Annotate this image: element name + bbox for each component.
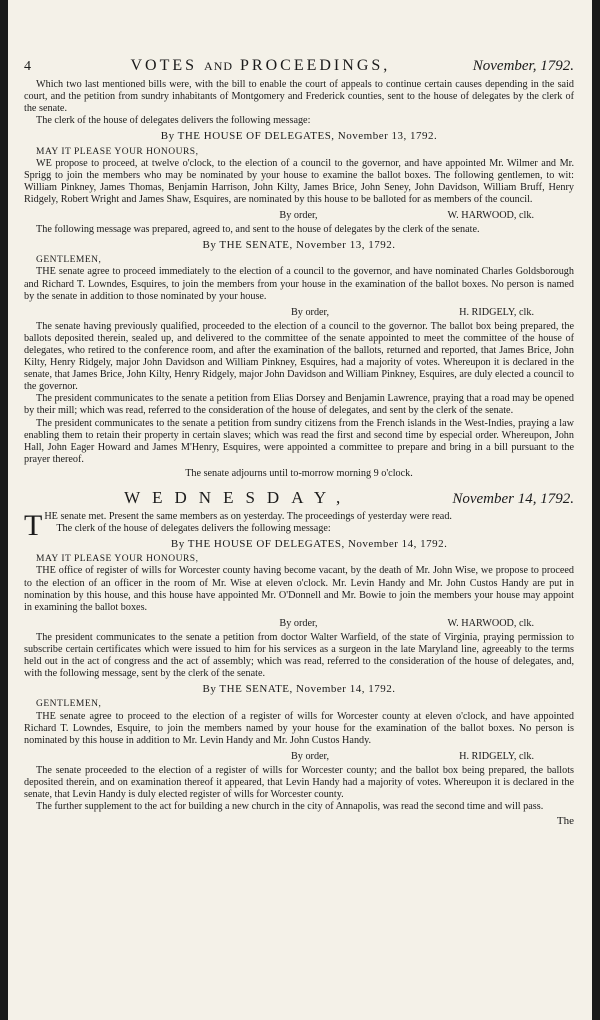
running-title-proceedings: PROCEEDINGS, [240,57,391,74]
running-head [24,57,574,74]
message-heading: By THE HOUSE OF DELEGATES, November 14, 1792. [170,538,448,551]
paragraph: The following message was prepared, agreed to, and sent to the house of delegates by the clerk of the senate. [36,224,480,236]
day-date: November 14, 1792. [452,491,574,507]
by-order: By order, [291,750,330,762]
message-heading: By THE HOUSE OF DELEGATES, November 13, 1792. [160,130,438,143]
day-name: WEDNESDAY, [124,488,353,507]
opening-text: HE senate met. Present the same members as on yesterday. The proceedings of yesterday were read. [44,511,452,523]
paragraph: WE propose to proceed, at twelve o'clock, to the election of a council to the governor, and have appointed Mr. Wilmer and Mr. Sprigg to join the members who may be nominated by your house to examine the ballot boxes. The following gentlemen, to wit: William Pinkney, James Thomas, Benjamin Harrison, John Kilty, James Brice, John Seney, John Davidson, William Bruff, Henry Ridgely, Robert Wright and James Shaw, Esquires, are nominated by this house to be balloted for as members of the council. [24,157,574,205]
running-title [48,57,473,74]
message-heading: By THE SENATE, November 14, 1792. [202,683,396,696]
paragraph: The president communicates to the senate a petition from sundry citizens from the French islands in the West-Indies, praying a law enabling them to retain their property in certain slaves; which was read the first and second time by especial order. Whereupon, John Hall, John Eager Howard and James M'Henry, Esquires, were appointed a committee to prepare and bring in a bill pursuant to the prayer thereof. [24,417,574,465]
clerk-name: W. HARWOOD, clk. [447,617,534,629]
running-title-votes: VOTES [130,57,198,74]
paragraph: The further supplement to the act for building a new church in the city of Annapolis, was read the second time and will pass. [36,801,544,813]
paragraph: The clerk of the house of delegates delivers the following message: [36,115,311,127]
paragraph: THE senate agree to proceed immediately to the election of a council to the governor, and have nominated Charles Goldsborough and Richard T. Lowndes, Esquires, to join the members from your house in the examination of the ballot boxes. No person is named by the senate in addition to those nominated by your house. [24,266,574,302]
drop-cap: T [24,509,43,543]
signature-block [24,210,534,222]
paragraph: THE office of register of wills for Worcester county having become vacant, by the death of Mr. John Wise, we propose to proceed to the election of an officer in the room of Mr. Wise at eleven o'clock. Mr. Levin Handy and Mr. John Custos Handy are put in nomination by this house, and this house have appointed Mr. O'Donnell and Mr. Bowie to join the members your house may appoint in examining the ballot boxes. [24,565,574,613]
by-order: By order, [291,306,330,318]
running-date: November, 1792. [472,58,574,74]
salutation: GENTLEMEN, [36,255,102,266]
by-order: By order, [279,617,318,629]
document-page [8,0,592,1020]
clerk-name: H. RIDGELY, clk. [459,750,534,762]
paragraph: The clerk of the house of delegates delivers the following message: [56,523,331,535]
page-number: 4 [24,59,31,74]
paragraph: THE senate agree to proceed to the election of a register of wills for Worcester county at eleven o'clock, and have appointed Richard T. Lowndes, Esquire, to join the members named by your house for the examination of the ballot boxes. No person is nominated by this house in addition to Mr. Levin Handy and Mr. John Custos Handy. [24,710,574,746]
signature-block [24,751,534,763]
signature-block [24,618,534,630]
paragraph: The senate proceeded to the election of a register of wills for Worcester county; and the ballot box being prepared, the ballots deposited therein, and on examination thereof it appeared, that Levin Handy had a majority of votes. Whereupon it is declared in the senate, that Levin Handy is duly elected register of wills for Worcester county. [24,764,574,801]
salutation: MAY IT PLEASE YOUR HONOURS, [36,554,199,565]
adjournment-line: The senate adjourns until to-morrow morning 9 o'clock. [185,467,413,479]
paragraph: The senate having previously qualified, proceeded to the election of a council to the governor. The ballot box being prepared, the ballots deposited therein, sealed up, and delivered to the committee of the senate appointed to meet the committee of the house of delegates, who retired to the conference room, and after the examination of the ballots, returned and reported, that James Brice, John Kilty, Henry Ridgely, major John Davidson and William Pinkney, Esquires, had a majority of votes. Whereupon it is declared in the senate, that James Brice, John Kilty, Henry Ridgely, major John Davidson and William Pinkney, Esquires, are duly elected a council to the governor. [24,320,574,393]
catchword: The [556,815,574,828]
day-heading [24,488,574,507]
message-heading: By THE SENATE, November 13, 1792. [202,239,396,252]
signature-block [24,307,534,319]
paragraph: Which two last mentioned bills were, with the bill to enable the court of appeals to continue certain causes depending in the said court, and the petition from sundry inhabitants of Montgomery and Frederick counties, sent to the house of delegates by the clerk of the senate. [24,79,574,115]
paragraph: The president communicates to the senate a petition from doctor Walter Warfield, of the state of Virginia, praying permission to subscribe certain certificates which were issued to him for his services as a surgeon in the late Maryland line, agreeably to the terms held out in the act of congress and the act of assembly; which was read, referred to the consideration of the house of delegates, and, with the following message, sent by the clerk of the senate. [24,631,574,680]
by-order: By order, [279,210,318,222]
salutation: GENTLEMEN, [36,699,102,710]
salutation: MAY IT PLEASE YOUR HONOURS, [36,146,199,157]
paragraph: The president communicates to the senate a petition from Elias Dorsey and Benjamin Lawrence, praying that a road may be opened by their mill; which was read, referred to the consideration of the house of delegates, and sent by the clerk of the senate. [24,393,574,417]
clerk-name: W. HARWOOD, clk. [447,210,534,222]
running-title-and: AND [204,59,234,73]
clerk-name: H. RIDGELY, clk. [459,306,534,318]
